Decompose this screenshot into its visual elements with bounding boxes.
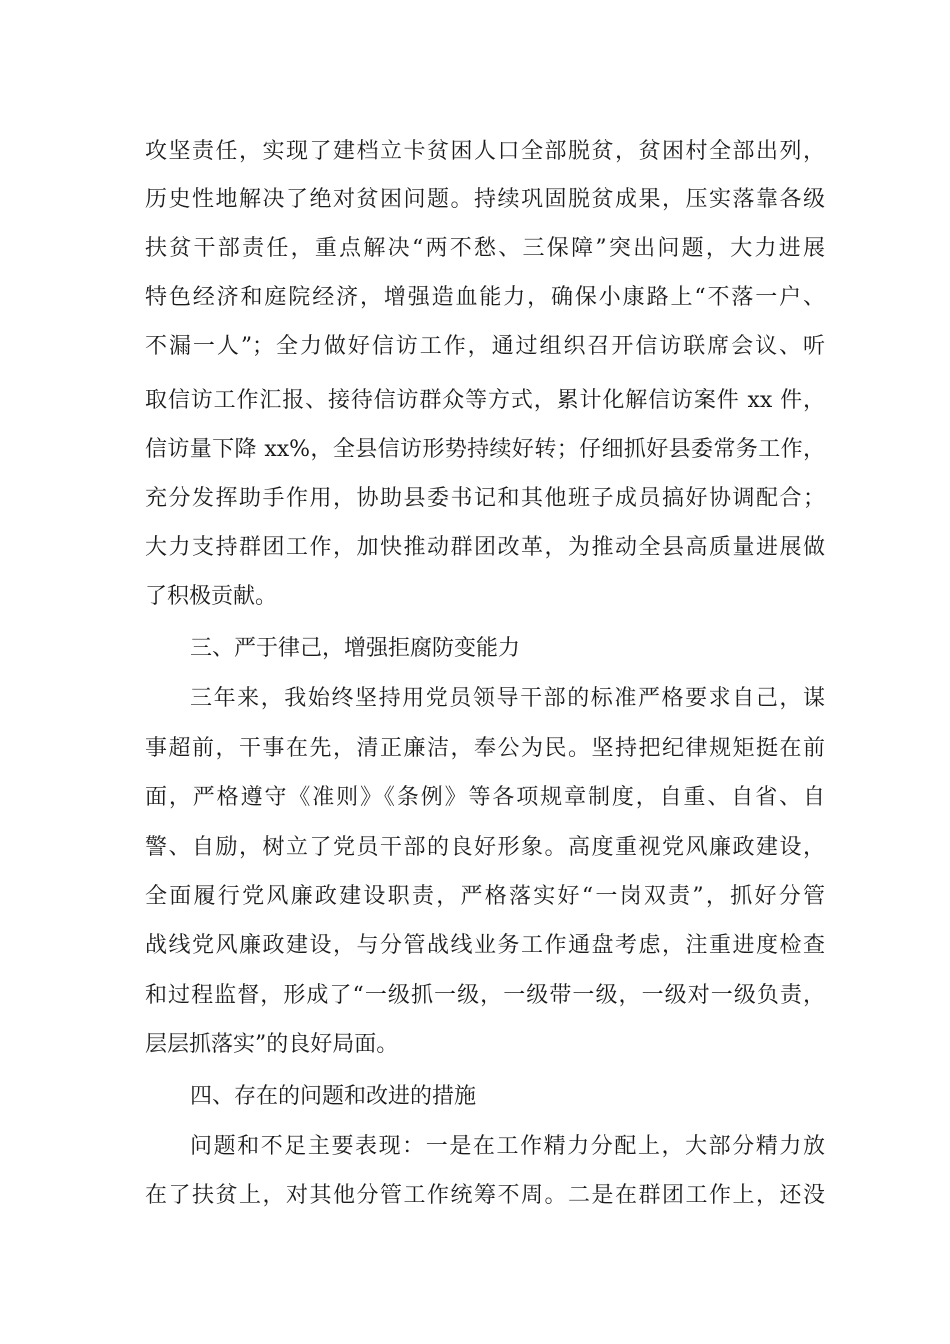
paragraph-line: 扶贫干部责任，重点解决“两不愁、三保障”突出问题，大力进展 — [145, 236, 825, 261]
paragraph-line: 了积极贡献。 — [145, 584, 278, 609]
paragraph-line: 攻坚责任，实现了建档立卡贫困人口全部脱贫，贫困村全部出列， — [145, 139, 825, 164]
paragraph-line: 特色经济和庭院经济，增强造血能力，确保小康路上“不落一户、 — [145, 285, 825, 310]
paragraph-line: 历史性地解决了绝对贫困问题。持续巩固脱贫成果，压实落靠各级 — [145, 187, 825, 212]
paragraph-line: 战线党风廉政建设，与分管战线业务工作通盘考虑，注重进度检查 — [145, 933, 825, 958]
paragraph-line: 警、自励，树立了党员干部的良好形象。高度重视党风廉政建设， — [145, 835, 825, 860]
paragraph-line: 和过程监督，形成了“一级抓一级，一级带一级，一级对一级负责， — [145, 983, 825, 1008]
paragraph-line: 充分发挥助手作用，协助县委书记和其他班子成员搞好协调配合； — [145, 486, 825, 511]
paragraph-line: 问题和不足主要表现：一是在工作精力分配上，大部分精力放 — [190, 1134, 825, 1159]
paragraph-line: 取信访工作汇报、接待信访群众等方式，累计化解信访案件 xx 件， — [145, 388, 825, 413]
paragraph-line: 面，严格遵守《准则》《条例》等各项规章制度，自重、自省、自 — [145, 785, 825, 810]
section-heading: 四、存在的问题和改进的措施 — [190, 1084, 477, 1109]
paragraph-line: 大力支持群团工作，加快推动群团改革，为推动全县高质量进展做 — [145, 535, 825, 560]
paragraph-line: 在了扶贫上，对其他分管工作统筹不周。二是在群团工作上，还没 — [145, 1183, 825, 1208]
section-heading: 三、严于律己，增强拒腐防变能力 — [190, 636, 521, 661]
paragraph-line: 全面履行党风廉政建设职责，严格落实好“一岗双责”，抓好分管 — [145, 884, 825, 909]
paragraph-line: 不漏一人”；全力做好信访工作，通过组织召开信访联席会议、听 — [145, 334, 825, 359]
paragraph-line: 三年来，我始终坚持用党员领导干部的标准严格要求自己，谋 — [190, 686, 825, 711]
paragraph-line: 信访量下降 xx%，全县信访形势持续好转；仔细抓好县委常务工作， — [145, 437, 825, 462]
paragraph-line: 层层抓落实”的良好局面。 — [145, 1032, 399, 1057]
paragraph-line: 事超前，干事在先，清正廉洁，奉公为民。坚持把纪律规矩挺在前 — [145, 736, 825, 761]
